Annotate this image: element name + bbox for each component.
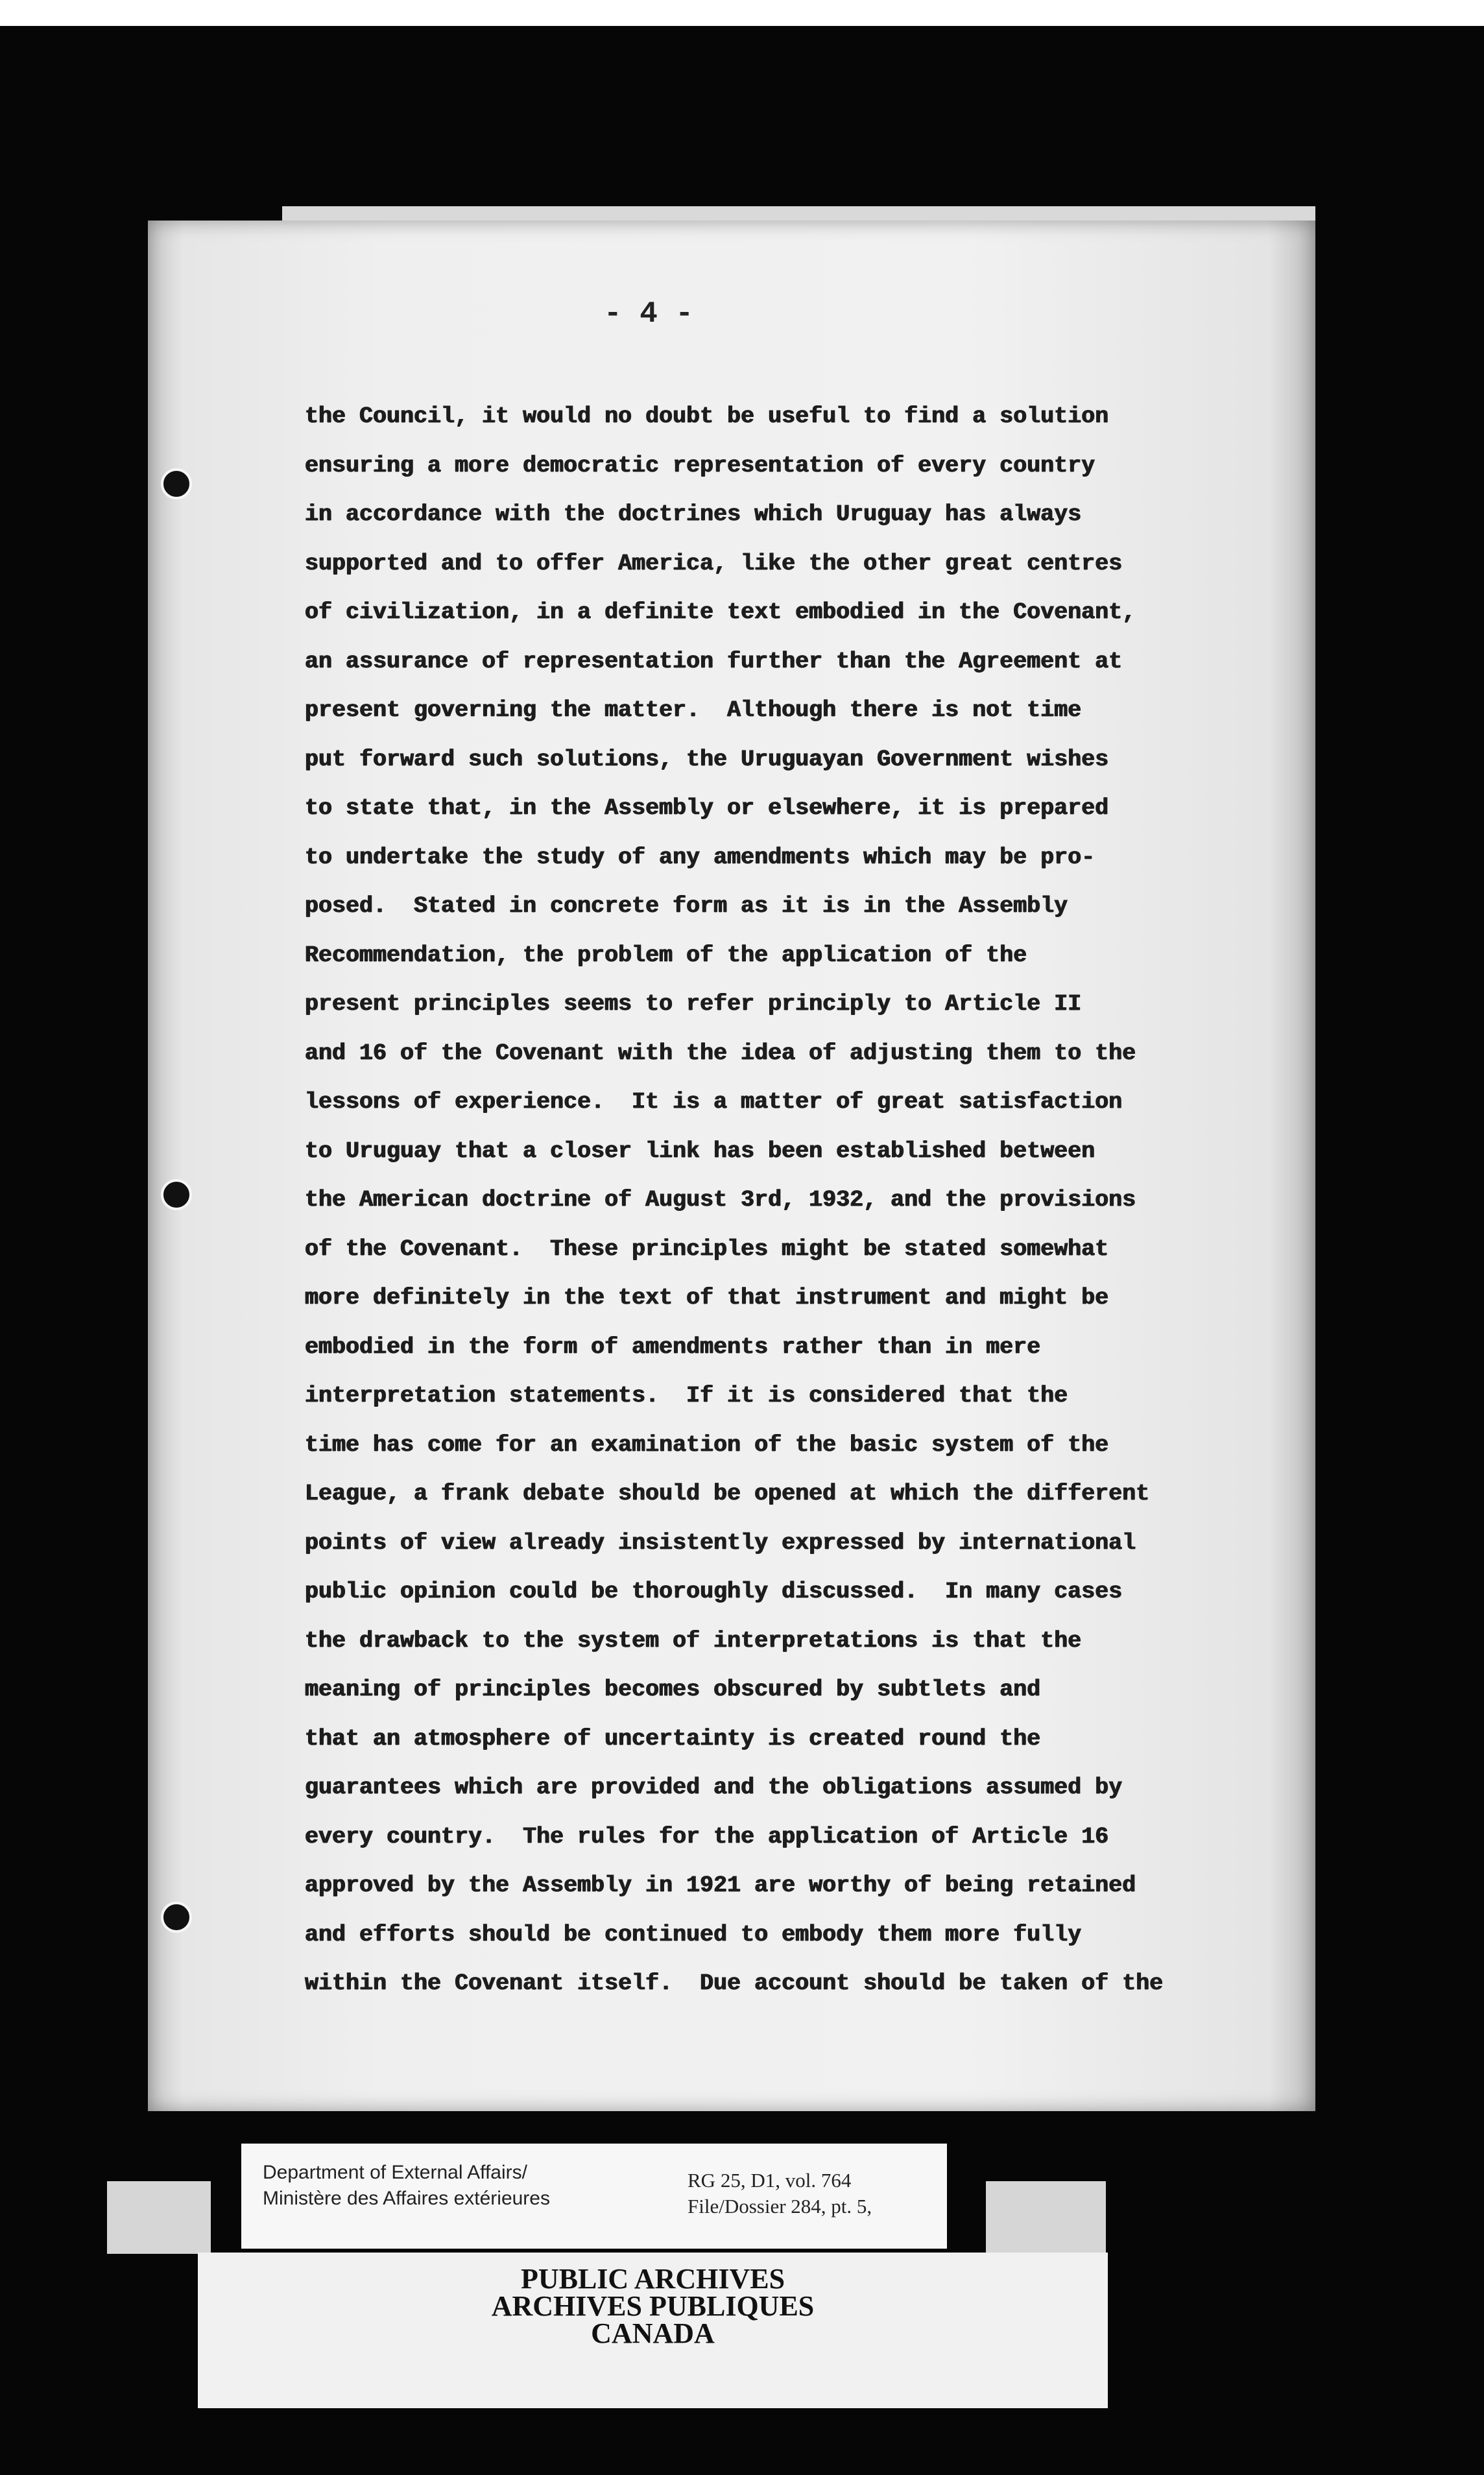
body-line: that an atmosphere of uncertainty is created round the <box>305 1725 1041 1752</box>
punch-hole-middle <box>161 1179 192 1210</box>
public-archives-stamp <box>198 2263 1108 2349</box>
body-line: and efforts should be continued to embody them more fully <box>305 1921 1082 1948</box>
body-line: every country. The rules for the application of Article 16 <box>305 1823 1109 1850</box>
body-line: points of view already insistently expressed by international <box>305 1529 1136 1556</box>
body-line: time has come for an examination of the basic system of the <box>305 1431 1109 1458</box>
body-line: more definitely in the text of that instrument and might be <box>305 1285 1109 1311</box>
punch-hole-bottom <box>161 1902 192 1933</box>
body-line: lessons of experience. It is a matter of great satisfaction <box>305 1089 1123 1115</box>
body-line: and 16 of the Covenant with the idea of adjusting them to the <box>305 1040 1136 1066</box>
body-line: the drawback to the system of interpretations is that the <box>305 1627 1082 1654</box>
body-line: posed. Stated in concrete form as it is in the Assembly <box>305 893 1068 919</box>
label-tab-left <box>107 2181 211 2254</box>
body-line: supported and to offer America, like the other great centres <box>305 550 1123 577</box>
page-number: - 4 - <box>603 297 694 331</box>
body-line: to undertake the study of any amendments which may be pro- <box>305 844 1095 870</box>
body-line: an assurance of representation further than the Agreement at <box>305 648 1123 675</box>
body-line: present principles seems to refer principly to Article II <box>305 991 1082 1017</box>
body-line: ensuring a more democratic representation of every country <box>305 452 1095 479</box>
body-line: to Uruguay that a closer link has been established between <box>305 1138 1095 1164</box>
department-fr: Ministère des Affaires extérieures <box>263 2188 550 2209</box>
body-line: put forward such solutions, the Uruguayan Government wishes <box>305 746 1109 772</box>
body-line: the Council, it would no doubt be useful to find a solution <box>305 403 1109 429</box>
body-line: Recommendation, the problem of the application of the <box>305 942 1027 968</box>
rg-reference: RG 25, D1, vol. 764 <box>688 2169 852 2192</box>
punch-hole-top <box>161 468 192 499</box>
body-line: public opinion could be thoroughly discussed. In many cases <box>305 1579 1123 1605</box>
body-line: of the Covenant. These principles might be stated somewhat <box>305 1236 1109 1262</box>
typed-body-text <box>305 392 1258 2009</box>
record-group-label <box>688 2168 872 2219</box>
archives-line-country: CANADA <box>591 2317 715 2349</box>
body-line: the American doctrine of August 3rd, 1932, and the provisions <box>305 1187 1136 1213</box>
body-line: of civilization, in a definite text embodied in the Covenant, <box>305 599 1136 625</box>
body-line: League, a frank debate should be opened at which the different <box>305 1481 1150 1507</box>
body-line: to state that, in the Assembly or elsewhere, it is prepared <box>305 795 1109 821</box>
body-line: within the Covenant itself. Due account should be taken of the <box>305 1970 1164 1996</box>
label-tab-right <box>986 2181 1106 2254</box>
department-label <box>263 2160 550 2212</box>
body-line: meaning of principles becomes obscured by subtlets and <box>305 1677 1041 1703</box>
body-line: approved by the Assembly in 1921 are worthy of being retained <box>305 1872 1136 1898</box>
body-line: guarantees which are provided and the obligations assumed by <box>305 1775 1123 1800</box>
file-reference: File/Dossier 284, pt. 5, <box>688 2195 872 2218</box>
archives-line-fr: ARCHIVES PUBLIQUES <box>491 2290 815 2322</box>
body-line: interpretation statements. If it is considered that the <box>305 1383 1068 1409</box>
archives-line-en: PUBLIC ARCHIVES <box>520 2263 785 2295</box>
body-line: in accordance with the doctrines which Uruguay has always <box>305 501 1082 527</box>
body-line: embodied in the form of amendments rather than in mere <box>305 1333 1041 1360</box>
department-en: Department of External Affairs/ <box>263 2162 527 2183</box>
body-line: present governing the matter. Although there is not time <box>305 697 1082 723</box>
